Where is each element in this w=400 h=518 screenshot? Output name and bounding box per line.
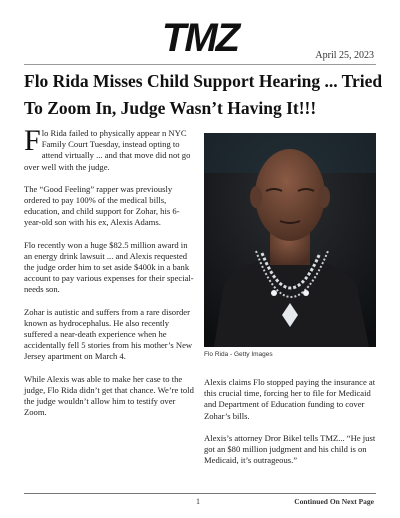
drop-cap: F <box>24 124 41 157</box>
right-column <box>204 377 376 477</box>
article-headline: Flo Rida Misses Child Support Hearing ... Tried To Zoom In, Judge Wasn’t Having It!!! <box>24 71 383 118</box>
tmz-logo-graphic <box>150 16 250 58</box>
paragraph: Alexis’s attorney Dror Bikel tells TMZ... “He just got an $80 million judgment and his child is on Medicaid, it’s outrageous.” <box>204 432 376 466</box>
article-photo <box>204 133 376 347</box>
paragraph: Flo recently won a huge $82.5 million award in an energy drink lawsuit ... and Alexis requested the judge order him to set aside $400k in a bank account to pay various expenses for their special-needs son. <box>24 239 194 295</box>
left-column <box>24 124 196 429</box>
paragraph <box>24 124 196 173</box>
header-divider <box>24 64 376 65</box>
page-number: 1 <box>196 497 200 506</box>
paragraph: Zohar is autistic and suffers from a rare disorder known as hydrocephalus. He also recently suffered a near-death experience when he accidentally fell 5 stories from his mother’s New Jersey apartment on March 4. <box>24 306 193 362</box>
flo-rida-photo <box>204 133 376 347</box>
publication-date: April 25, 2023 <box>315 50 374 61</box>
paragraph-text: lo Rida failed to physically appear n NYC Family Court Tuesday, instead opting to attend virtually ... and that move did not go over well with the judge. <box>24 128 191 172</box>
paragraph: Alexis claims Flo stopped paying the insurance at this crucial time, forcing her to file for Medicaid and Department of Education funding to cover Zohar’s bills. <box>204 377 376 421</box>
footer-divider <box>24 493 376 494</box>
tmz-logo-text: TMZ <box>161 16 239 58</box>
continued-note: Continued On Next Page <box>294 497 374 506</box>
paragraph: While Alexis was able to make her case to the judge, Flo Rida didn’t get that chance. We’re told the judge wouldn’t allow him to testify over Zoom. <box>24 373 194 418</box>
photo-caption: Flo Rida - Getty Images <box>204 351 273 358</box>
paragraph: The “Good Feeling” rapper was previously ordered to pay 100% of the medical bills, education, and child support for Zohar, his 6-year-old son with his ex, Alexis Adams. <box>24 183 180 228</box>
tmz-logo <box>150 16 250 58</box>
